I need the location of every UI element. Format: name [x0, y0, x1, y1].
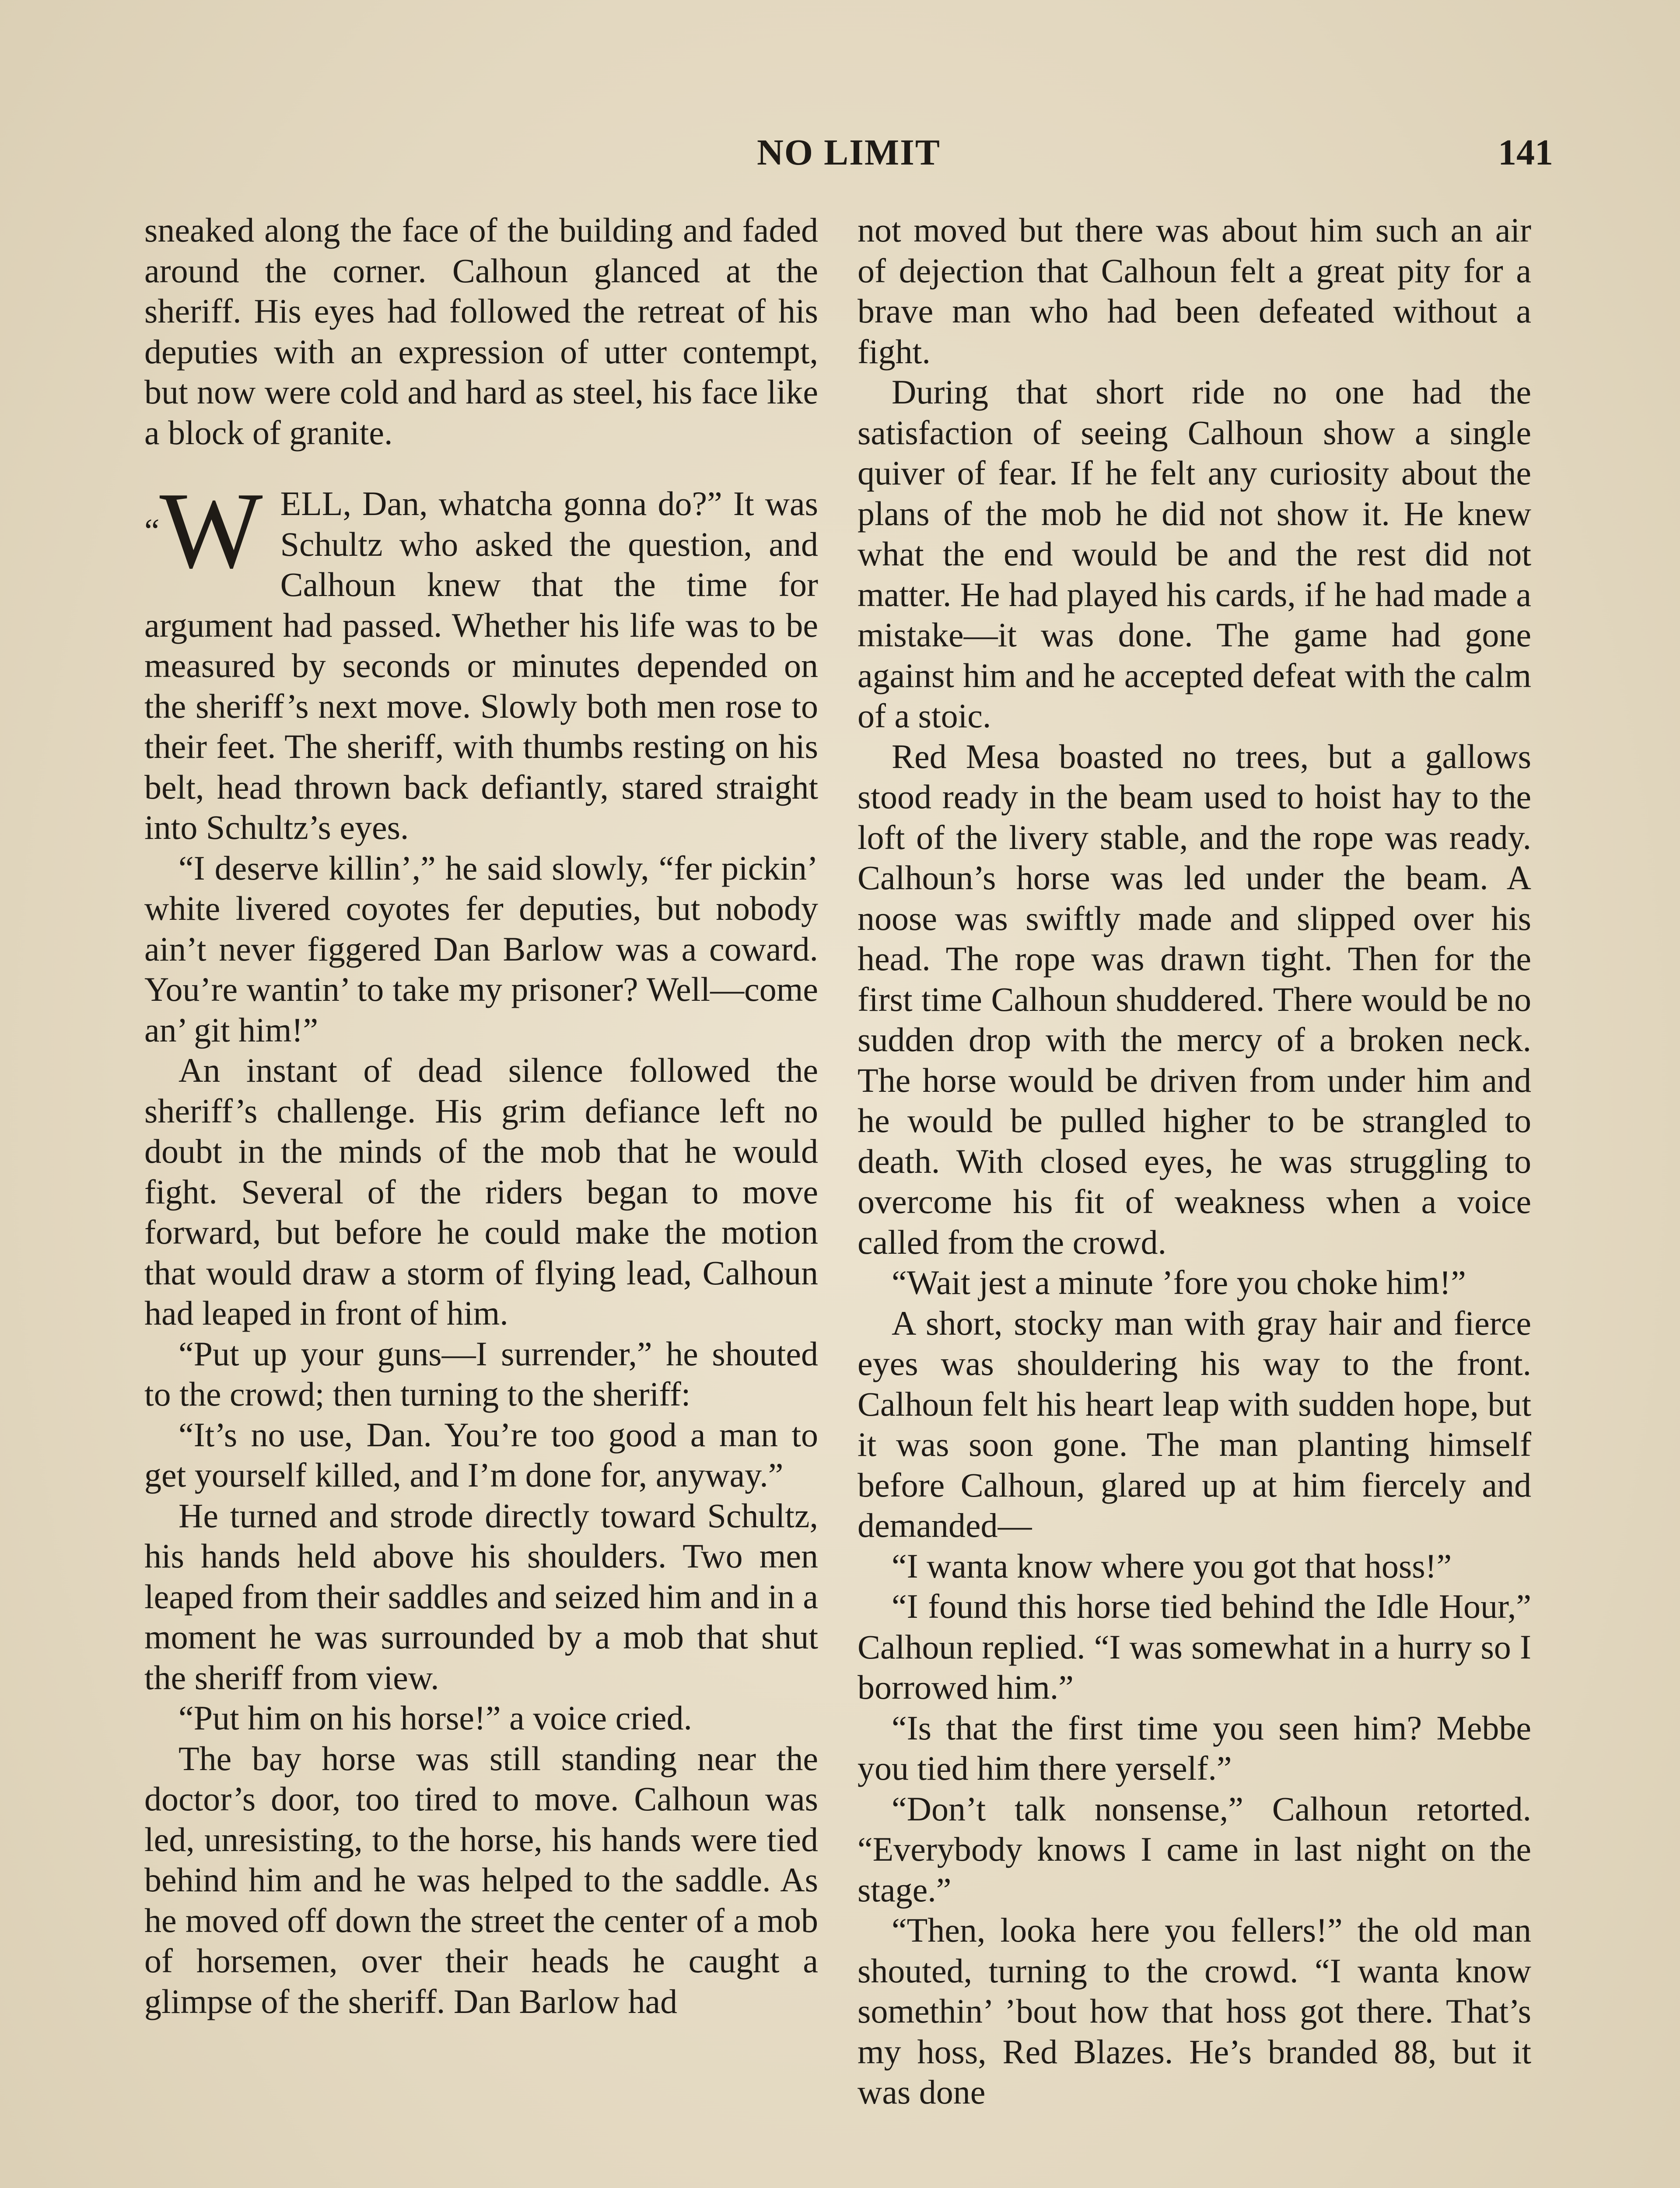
drop-cap-letter: W	[159, 470, 263, 591]
page-number: 141	[1498, 132, 1553, 173]
paragraph: “Put up your guns—I surrender,” he shouted to the crowd; then turning to the sheriff:	[144, 1334, 818, 1413]
paragraph-text: ELL, Dan, whatcha gonna do?” It was Schultz who asked the question, and Calhoun knew that the time for argument had passed. Whether his life was to be measured by seconds or minutes depended on the sheriff’s next move. Slowly both men rose to their feet. The sheriff, with thumbs resting on his belt, head thrown back defiantly, stared straight into Schultz’s eyes.	[144, 484, 818, 846]
paragraph: “I deserve killin’,” he said slowly, “fer pickin’ white livered coyotes fer deputies, but nobody ain’t never figgered Dan Barlow was a coward. You’re wantin’ to take my prisoner? Well—come an’ git him!”	[144, 849, 818, 1049]
paragraph: “Don’t talk nonsense,” Calhoun retorted. “Everybody knows I came in last night on the stage.”	[858, 1789, 1531, 1909]
paragraph: “I found this horse tied behind the Idle Hour,” Calhoun replied. “I was somewhat in a hurry so I borrowed him.”	[858, 1587, 1531, 1706]
paragraph: During that short ride no one had the satisfaction of seeing Calhoun show a single quiver of fear. If he felt any curiosity about the plans of the mob he did not show it. He knew what the end would be and the rest did not matter. He had played his cards, if he had made a mistake—it was done. The game had gone against him and he accepted defeat with the calm of a stoic.	[858, 373, 1531, 735]
paragraph: “Is that the first time you seen him? Mebbe you tied him there yerself.”	[858, 1708, 1531, 1787]
paragraph: Red Mesa boasted no trees, but a gallows stood ready in the beam used to hoist hay to the loft of the livery stable, and the rope was ready. Calhoun’s horse was led under the beam. A noose was swiftly made and slipped over his head. The rope was drawn tight. Then for the first time Calhoun shuddered. There would be no sudden drop with the mercy of a broken neck. The horse would be driven from under him and he would be pulled higher to be strangled to death. With closed eyes, he was struggling to overcome his fit of weakness when a voice called from the crowd.	[858, 737, 1531, 1261]
paragraph: not moved but there was about him such an air of dejection that Calhoun felt a great pity for a brave man who had been defeated without a fight.	[858, 211, 1531, 371]
paragraph: He turned and strode directly toward Schultz, his hands held above his shoulders. Two men leaped from their saddles and seized him and in a moment he was surrounded by a mob that shut the sheriff from view.	[144, 1496, 818, 1697]
paragraph: The bay horse was still standing near the doctor’s door, too tired to move. Calhoun was led, unresisting, to the horse, his hands were tied behind him and he was helped to the saddle. As he moved off down the street the center of a mob of horsemen, over their heads he caught a glimpse of the sheriff. Dan Barlow had	[144, 1739, 818, 2020]
paragraph: sneaked along the face of the building and faded around the corner. Calhoun glanced at the sheriff. His eyes had followed the retreat of his deputies with an expression of utter contempt, but now were cold and hard as steel, his face like a block of granite.	[144, 211, 818, 452]
left-column	[144, 210, 818, 2022]
page-header	[144, 131, 1553, 184]
paragraph: “Wait jest a minute ’fore you choke him!”	[892, 1263, 1466, 1301]
running-title: NO LIMIT	[757, 132, 941, 173]
paragraph: “I wanta know where you got that hoss!”	[892, 1546, 1452, 1585]
paragraph: “It’s no use, Dan. You’re too good a man to get yourself killed, and I’m done for, anyway.”	[144, 1415, 818, 1494]
drop-cap-quote: “	[144, 512, 160, 550]
paragraph-dropcap	[144, 470, 818, 848]
drop-cap	[144, 470, 263, 591]
paragraph: A short, stocky man with gray hair and fierce eyes was shouldering his way to the front. Calhoun felt his heart leap with sudden hope, but it was soon gone. The man planting himself before Calhoun, glared up at him fiercely and demanded—	[858, 1304, 1531, 1544]
paragraph: An instant of dead silence followed the sheriff’s challenge. His grim defiance left no doubt in the minds of the mob that he would fight. Several of the riders began to move forward, but before he could make the motion that would draw a storm of flying lead, Calhoun had leaped in front of him.	[144, 1051, 818, 1332]
paragraph: “Then, looka here you fellers!” the old man shouted, turning to the crowd. “I wanta know somethin’ ’bout how that hoss got there. That’s my hoss, Red Blazes. He’s branded 88, but it was done	[858, 1911, 1531, 2111]
paragraph: “Put him on his horse!” a voice cried.	[178, 1699, 692, 1737]
right-column	[858, 210, 1531, 2113]
